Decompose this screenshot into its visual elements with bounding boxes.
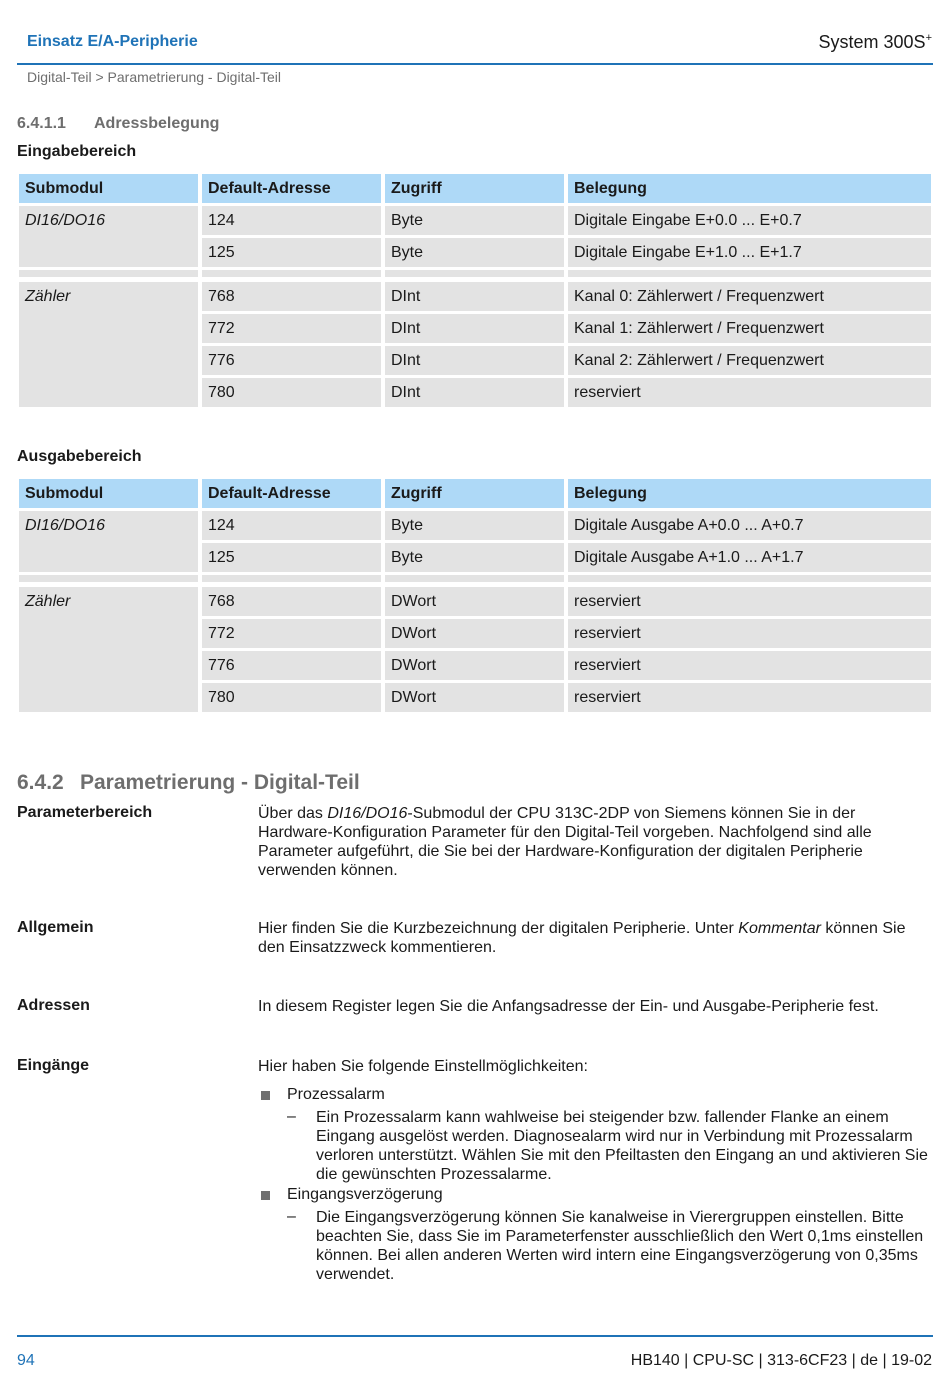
section-title: Adressbelegung bbox=[94, 115, 220, 132]
param-section-title: Parametrierung - Digital-Teil bbox=[80, 771, 360, 794]
square-bullet-icon bbox=[261, 1091, 270, 1100]
address-cell: 780 bbox=[202, 683, 381, 712]
footer-divider bbox=[17, 1335, 933, 1337]
eingaenge-label: Eingänge bbox=[17, 1057, 90, 1074]
allgemein-text bbox=[258, 919, 933, 957]
address-cell: 768 bbox=[202, 587, 381, 616]
allgemein-label: Allgemein bbox=[17, 919, 94, 936]
system-name-text: System 300S bbox=[818, 32, 926, 52]
submodul-cell: Zähler bbox=[19, 587, 198, 712]
section-number: 6.4.1.1 bbox=[17, 115, 66, 132]
chapter-title: Einsatz E/A-Peripherie bbox=[27, 33, 198, 50]
table-spacer bbox=[19, 270, 198, 277]
table-header-address: Default-Adresse bbox=[202, 174, 381, 203]
access-cell: DInt bbox=[385, 378, 564, 407]
assignment-cell: Kanal 0: Zählerwert / Frequenzwert bbox=[568, 282, 931, 311]
address-cell: 776 bbox=[202, 651, 381, 680]
access-cell: Byte bbox=[385, 543, 564, 572]
table-header-access: Zugriff bbox=[385, 479, 564, 508]
address-cell: 125 bbox=[202, 543, 381, 572]
access-cell: DInt bbox=[385, 314, 564, 343]
table-header-assignment: Belegung bbox=[568, 479, 931, 508]
access-cell: Byte bbox=[385, 238, 564, 267]
address-cell: 776 bbox=[202, 346, 381, 375]
allgemein-text-post: können Sie den Einsatzzweck kommentieren. bbox=[258, 920, 906, 956]
bullet-item-text: Ein Prozessalarm kann wahlweise bei steigender bzw. fallender Flanke an einem Eingang ausgelöst werden. Diagnosealarm wird nur in Verbindung mit Prozessalarm verloren unterstützt. Wählen Sie mit den Pfeiltasten den Eingang an und aktivieren Sie die gewünschten Prozessalarme. bbox=[316, 1109, 928, 1183]
access-cell: DInt bbox=[385, 346, 564, 375]
assignment-cell: Digitale Eingabe E+1.0 ... E+1.7 bbox=[568, 238, 931, 267]
square-bullet-icon bbox=[261, 1191, 270, 1200]
address-cell: 768 bbox=[202, 282, 381, 311]
assignment-cell: reserviert bbox=[568, 378, 931, 407]
submodul-cell: DI16/DO16 bbox=[19, 511, 198, 572]
dash-icon: – bbox=[287, 1208, 296, 1225]
address-cell: 125 bbox=[202, 238, 381, 267]
address-cell: 772 bbox=[202, 314, 381, 343]
submodul-cell: DI16/DO16 bbox=[19, 206, 198, 267]
document-id: HB140 | CPU-SC | 313-6CF23 | de | 19-02 bbox=[630, 1352, 932, 1369]
bullet-item-title: Eingangsverzögerung bbox=[287, 1186, 443, 1203]
submodul-cell: Zähler bbox=[19, 282, 198, 407]
eingaenge-intro: Hier haben Sie folgende Einstellmöglichkeiten: bbox=[258, 1058, 588, 1075]
table-spacer bbox=[202, 575, 381, 582]
assignment-cell: Digitale Eingabe E+0.0 ... E+0.7 bbox=[568, 206, 931, 235]
access-cell: DWort bbox=[385, 619, 564, 648]
adressen-label: Adressen bbox=[17, 997, 90, 1014]
assignment-cell: Digitale Ausgabe A+1.0 ... A+1.7 bbox=[568, 543, 931, 572]
table-spacer bbox=[385, 270, 564, 277]
breadcrumb: Digital-Teil > Parametrierung - Digital-Teil bbox=[27, 69, 282, 85]
address-cell: 124 bbox=[202, 206, 381, 235]
parameterbereich-text bbox=[258, 804, 933, 880]
table-header-access: Zugriff bbox=[385, 174, 564, 203]
output-area-label: Ausgabebereich bbox=[17, 448, 142, 465]
assignment-cell: reserviert bbox=[568, 587, 931, 616]
address-cell: 780 bbox=[202, 378, 381, 407]
parameterbereich-text-post: -Submodul der CPU 313C-2DP von Siemens können Sie in der Hardware-Konfiguration Parameter für den Digital-Teil vorgeben. Nachfolgend sind alle Parameter aufgeführt, die Sie bei der Hardware-Konfiguration der digitalen Peripherie verwenden können. bbox=[258, 805, 872, 879]
header-divider bbox=[17, 63, 933, 65]
bullet-item-title: Prozessalarm bbox=[287, 1086, 385, 1103]
bullet-item-text: Die Eingangsverzögerung können Sie kanalweise in Vierergruppen einstellen. Bitte beachten Sie, dass Sie im Parameterfenster ausschließlich den Wert 0,1ms einstellen können. Bei allen anderen Werten wird intern eine Eingangsverzögerung von 0,35ms verwendet. bbox=[316, 1209, 924, 1283]
table-spacer bbox=[202, 270, 381, 277]
access-cell: DWort bbox=[385, 683, 564, 712]
parameterbereich-text-italic: DI16/DO16 bbox=[327, 805, 408, 822]
access-cell: DWort bbox=[385, 587, 564, 616]
table-spacer bbox=[568, 270, 931, 277]
parameterbereich-text-pre: Über das bbox=[258, 805, 328, 822]
table-spacer bbox=[568, 575, 931, 582]
table-spacer bbox=[385, 575, 564, 582]
allgemein-text-italic: Kommentar bbox=[738, 920, 821, 937]
address-cell: 124 bbox=[202, 511, 381, 540]
access-cell: Byte bbox=[385, 206, 564, 235]
page-number: 94 bbox=[17, 1352, 35, 1369]
address-cell: 772 bbox=[202, 619, 381, 648]
assignment-cell: Kanal 1: Zählerwert / Frequenzwert bbox=[568, 314, 931, 343]
system-name-sup: + bbox=[925, 32, 932, 44]
param-section-number: 6.4.2 bbox=[17, 771, 64, 794]
assignment-cell: Digitale Ausgabe A+0.0 ... A+0.7 bbox=[568, 511, 931, 540]
assignment-cell: reserviert bbox=[568, 683, 931, 712]
adressen-text: In diesem Register legen Sie die Anfangsadresse der Ein- und Ausgabe-Peripherie fest. bbox=[258, 998, 879, 1015]
table-header-submodul: Submodul bbox=[19, 479, 198, 508]
dash-icon: – bbox=[287, 1108, 296, 1125]
assignment-cell: Kanal 2: Zählerwert / Frequenzwert bbox=[568, 346, 931, 375]
table-header-submodul: Submodul bbox=[19, 174, 198, 203]
access-cell: DInt bbox=[385, 282, 564, 311]
input-area-label: Eingabebereich bbox=[17, 143, 137, 160]
table-header-assignment: Belegung bbox=[568, 174, 931, 203]
system-name bbox=[819, 32, 933, 53]
access-cell: Byte bbox=[385, 511, 564, 540]
parameterbereich-label: Parameterbereich bbox=[17, 804, 153, 821]
assignment-cell: reserviert bbox=[568, 619, 931, 648]
assignment-cell: reserviert bbox=[568, 651, 931, 680]
access-cell: DWort bbox=[385, 651, 564, 680]
allgemein-text-pre: Hier finden Sie die Kurzbezeichnung der digitalen Peripherie. Unter bbox=[258, 920, 739, 937]
table-spacer bbox=[19, 575, 198, 582]
table-header-address: Default-Adresse bbox=[202, 479, 381, 508]
